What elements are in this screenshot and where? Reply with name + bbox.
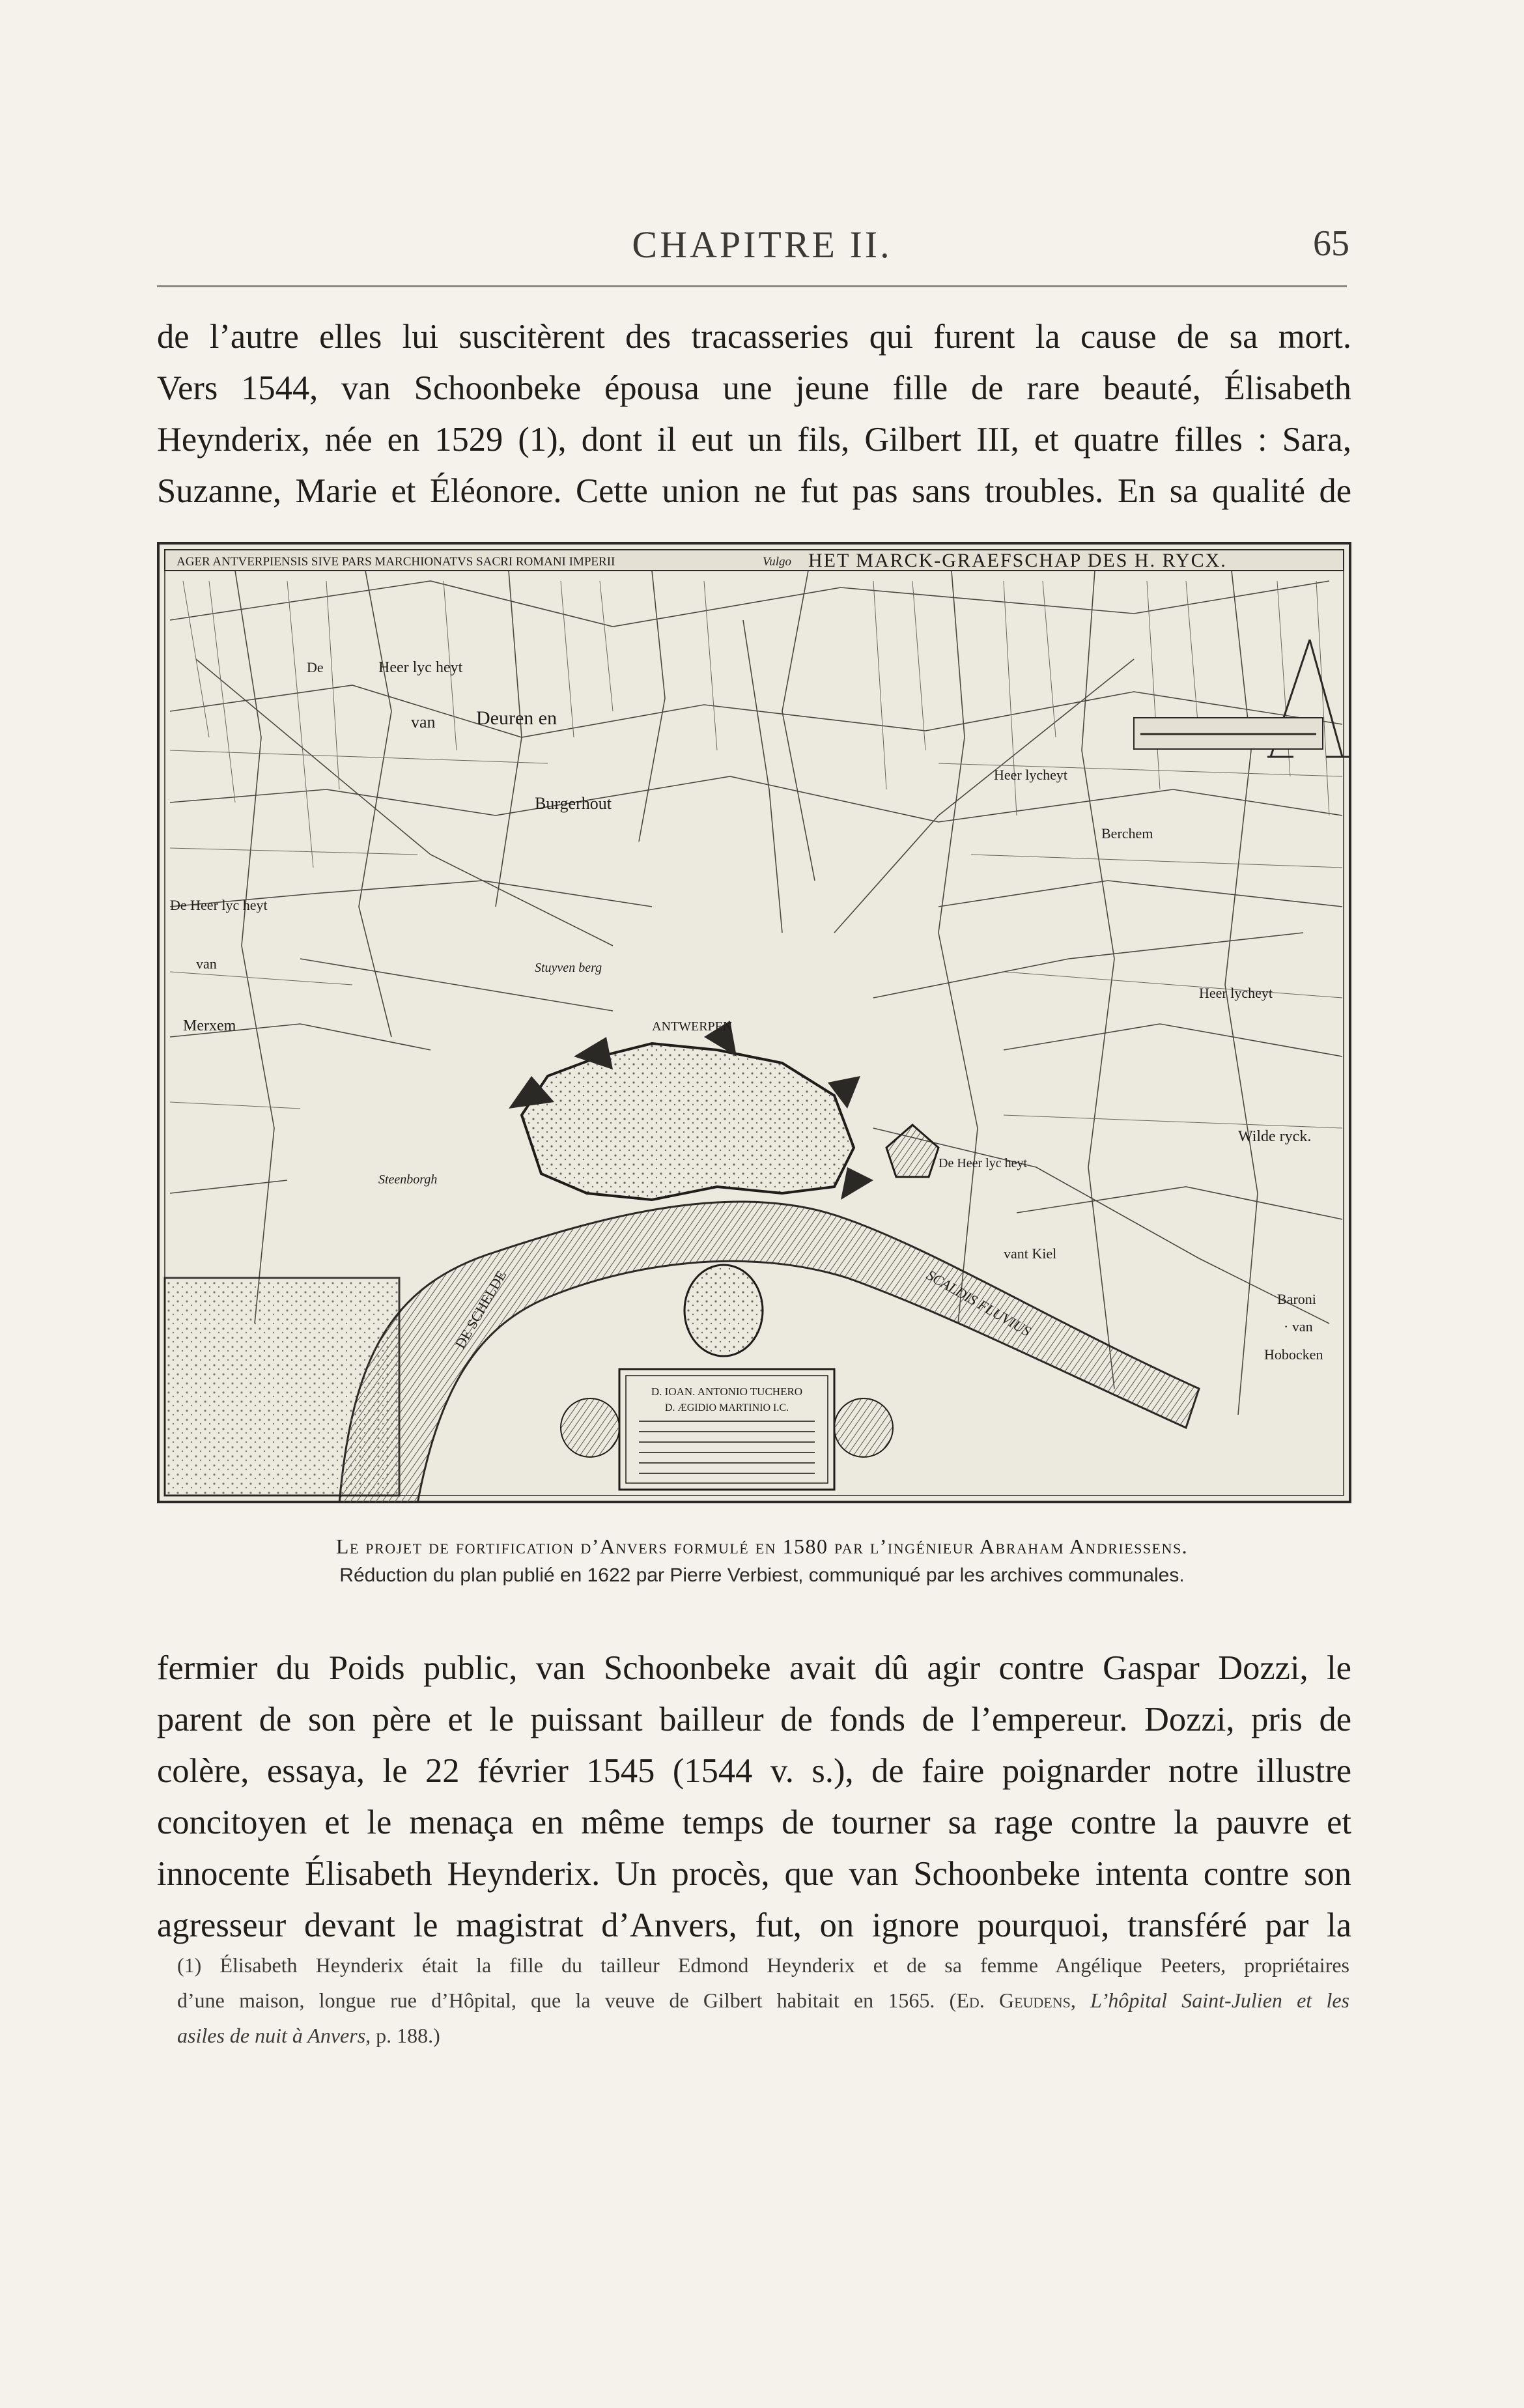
header-rule (157, 285, 1347, 287)
footnote-line: d’une maison, longue rue d’Hôpital, que la veuve de Gilbert habitait en 1565. (Ed. Geudens, L’hôpital Saint-Julien et les (177, 1989, 1350, 2012)
map-label-schelde: DE SCHELDE (451, 1268, 510, 1352)
figure-caption-line-1: Le projet de fortification d’Anvers formulé en 1580 par l’ingénieur Abraham Andriessens. (335, 1535, 1189, 1558)
map-banner-left: AGER ANTVERPIENSIS SIVE PARS MARCHIONATVS SACRI ROMANI IMPERII (176, 555, 615, 569)
cartouche-subtitle: D. ÆGIDIO MARTINIO I.C. (664, 1402, 789, 1413)
page-number: 65 (1313, 223, 1349, 264)
map-label-merxem: Merxem (183, 1017, 236, 1034)
map-label-hoboken: Hobocken (1264, 1346, 1323, 1363)
text-line: Suzanne, Marie et Éléonore. Cette union ne fut pas sans troubles. En sa qualité de (157, 472, 1351, 510)
footnote-title-cont: asiles de nuit à Anvers (177, 2024, 366, 2047)
map-label-steenborgh: Steenborgh (378, 1172, 438, 1187)
footnote-line: (1) Élisabeth Heynderix était la fille du tailleur Edmond Heynderix et de sa femme Angélique Peeters, propriétaires (177, 1953, 1349, 1977)
map-inset-bottom-left (165, 1278, 399, 1495)
map-label-berchem: Berchem (1101, 825, 1153, 842)
text-line: concitoyen et le menaça en même temps de tourner sa rage contre la pauvre et (157, 1804, 1351, 1841)
body-paragraph-2 (157, 1643, 1351, 1951)
map-label-antwerpen: ANTWERPEN (652, 1019, 733, 1034)
map-banner-vulgo: Vulgo (763, 555, 791, 569)
map-label-stuyvenberg: Stuyven berg (535, 961, 602, 975)
running-head-title: CHAPITRE II. (632, 223, 892, 266)
figure-caption-line-2: Réduction du plan publié en 1622 par Pierre Verbiest, communiqué par les archives communales. (339, 1565, 1185, 1586)
footnote-line: asiles de nuit à Anvers, p. 188.) (177, 2024, 440, 2047)
body-paragraph-1 (157, 311, 1351, 517)
map-label-scaldis: SCALDIS FLUVIUS (924, 1266, 1034, 1340)
map-label-de: De (307, 659, 324, 675)
footnote (177, 1948, 1349, 2053)
map-label-van: van (411, 713, 436, 731)
text-line: agresseur devant le magistrat d’Anvers, fut, on ignore pourquoi, transféré par la (157, 1906, 1351, 1944)
text-line: Vers 1544, van Schoonbeke épousa une jeune fille de rare beauté, Élisabeth (157, 369, 1351, 407)
map-banner-right: HET MARCK-GRAEFSCHAP DES H. RYCX. (808, 550, 1227, 571)
map-label-heerlycheyt-left: De Heer lyc heyt (170, 897, 268, 913)
map-label-baroni: Baroni (1277, 1291, 1316, 1307)
map-label-van-small: · van (1284, 1318, 1313, 1335)
map-label-van-left: van (196, 956, 217, 972)
map-label-deurne: Deuren en (476, 707, 557, 729)
text-line: Heynderix, née en 1529 (1), dont il eut un fils, Gilbert III, et quatre filles : Sara, (157, 421, 1351, 459)
coat-of-arms (684, 1265, 763, 1356)
antwerp-map-figure (157, 542, 1351, 1503)
map-label-heerlycheyt-mid: De Heer lyc heyt (938, 1156, 1028, 1170)
text-line: de l’autre elles lui suscitèrent des tracasseries qui furent la cause de sa mort. (157, 318, 1351, 356)
map-label-heerlycheyt-east: Heer lycheyt (1199, 985, 1273, 1001)
text-line: fermier du Poids public, van Schoonbeke avait dû agir contre Gaspar Dozzi, le (157, 1649, 1351, 1687)
map-label-wilderyck: Wilde ryck. (1238, 1128, 1312, 1145)
map-label-kiel: vant Kiel (1004, 1245, 1057, 1262)
text-line: innocente Élisabeth Heynderix. Un procès, que van Schoonbeke intenta contre son (157, 1855, 1351, 1893)
map-label-heerlycheyt-top: Heer lyc heyt (378, 659, 463, 676)
footnote-author: Ed. Geudens (956, 1989, 1071, 2012)
text-line: parent de son père et le puissant bailleur de fonds de l’empereur. Dozzi, pris de (157, 1701, 1351, 1738)
text-line: colère, essaya, le 22 février 1545 (1544 v. s.), de faire poignarder notre illustre (157, 1752, 1351, 1790)
map-label-burgerhout: Burgerhout (535, 794, 612, 813)
footnote-title: L’hôpital Saint-Julien et les (1090, 1989, 1350, 2012)
cartouche-title: D. IOAN. ANTONIO TUCHERO (651, 1385, 803, 1398)
map-label-heer-lycheyt-right: Heer lycheyt (994, 767, 1067, 783)
